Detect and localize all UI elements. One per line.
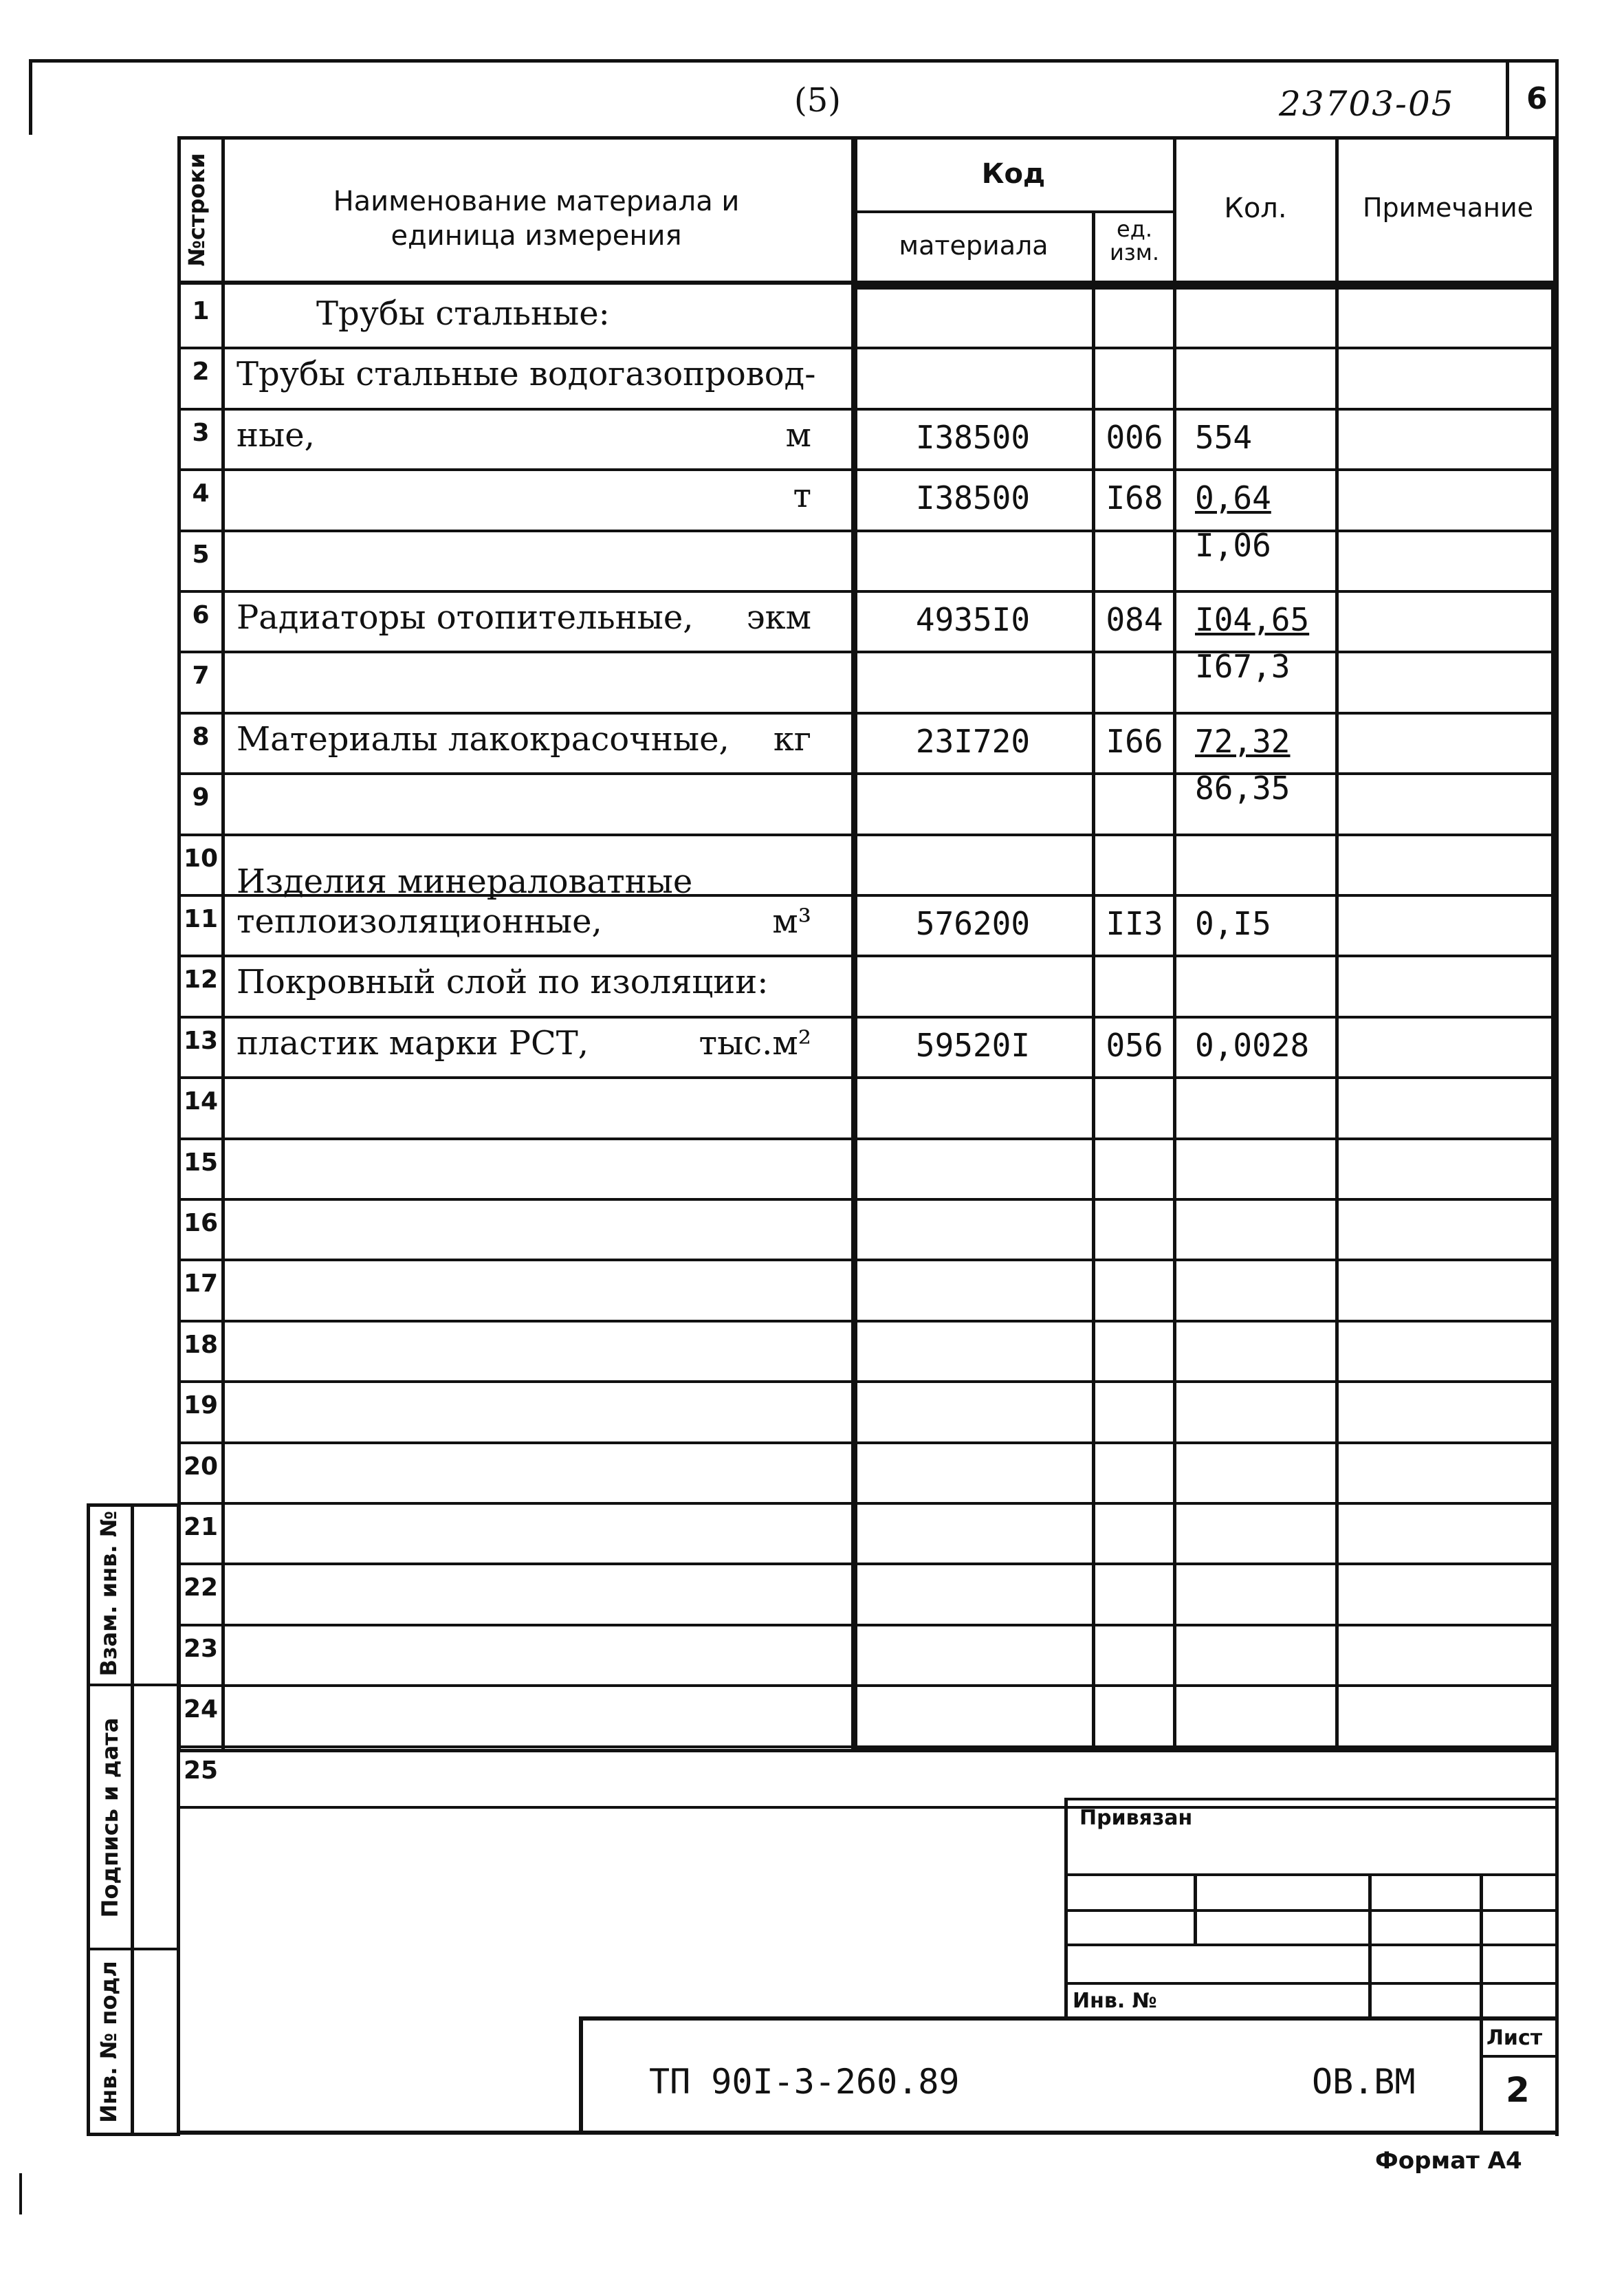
- row-divider: [177, 834, 1557, 836]
- row-number: 11: [183, 905, 219, 933]
- row-divider: [177, 1624, 1557, 1626]
- scan-edge-mark: [19, 2173, 22, 2214]
- sheet-marker: (5): [794, 81, 841, 120]
- col-header-code-unit: ед. изм.: [1109, 216, 1160, 265]
- row-divider: [177, 1076, 1557, 1079]
- row-divider: [177, 712, 1557, 715]
- row-name: Радиаторы отопительные,: [237, 598, 694, 637]
- sheet-label-line: [1480, 2055, 1557, 2058]
- row-qty: I67,3: [1195, 648, 1291, 685]
- privyazan-label: Привязан: [1079, 1806, 1193, 1830]
- bottom-area-bottom: [177, 2131, 1557, 2135]
- row-code-material: 4935I0: [915, 601, 1031, 638]
- row-number: 3: [192, 419, 210, 447]
- col-header-name: Наименование материала и единица измерения: [333, 186, 740, 252]
- row-name: Трубы стальные:: [316, 294, 610, 333]
- row-divider: [177, 1380, 1557, 1383]
- row-number: 5: [192, 541, 210, 569]
- col-line-code-left: [851, 136, 857, 1752]
- row-divider: [177, 1138, 1557, 1140]
- row-qty: 554: [1195, 419, 1253, 456]
- row-unit: м: [785, 416, 811, 455]
- row-number: 13: [183, 1027, 219, 1055]
- col-header-code: Код: [981, 158, 1046, 190]
- row-divider: [177, 1016, 1557, 1019]
- side-stamp-inner-line: [131, 1503, 134, 2136]
- col-header-qty: Кол.: [1224, 193, 1287, 224]
- row-divider: [177, 1745, 1557, 1748]
- row-number: 10: [183, 845, 219, 873]
- page-corner-number: 6: [1526, 81, 1548, 116]
- row-qty: I,06: [1195, 527, 1271, 564]
- row-number: 21: [183, 1513, 219, 1541]
- row-number: 24: [183, 1695, 219, 1723]
- row-divider: [177, 1259, 1557, 1261]
- row-number: 18: [183, 1331, 219, 1359]
- row-number: 9: [192, 783, 210, 812]
- row-code-unit: I66: [1106, 723, 1163, 760]
- row-name: Трубы стальные водогазопровод-: [237, 355, 816, 393]
- row-unit: экм: [746, 598, 811, 637]
- row-number: 23: [183, 1635, 219, 1663]
- row-number: 16: [183, 1209, 219, 1237]
- row-qty: 72,32: [1195, 723, 1291, 760]
- col-line-rowno: [221, 136, 225, 1752]
- row-name: Покровный слой по изоляции:: [237, 963, 769, 1001]
- row-number: 22: [183, 1574, 219, 1602]
- row-unit: кг: [773, 720, 811, 759]
- sheet-label: Лист: [1486, 2026, 1543, 2050]
- row-divider: [177, 1502, 1557, 1505]
- row-number: 14: [183, 1087, 219, 1115]
- privyazan-top: [1064, 1798, 1557, 1800]
- doc-mark: ОВ.ВМ: [1312, 2062, 1416, 2102]
- side-stamp-podpis-data: Подпись и дата: [97, 1717, 123, 1918]
- privyazan-left: [1064, 1798, 1068, 2019]
- col-header-row-no: №строки: [184, 153, 210, 267]
- stamp-top: [579, 2016, 1557, 2021]
- row-qty: 86,35: [1195, 770, 1291, 807]
- col-line-qty-left: [1173, 136, 1176, 1752]
- row-number: 4: [192, 479, 210, 508]
- row-code-material: I38500: [915, 479, 1031, 516]
- row-divider: [177, 1684, 1557, 1687]
- row-unit: тыс.м²: [699, 1024, 811, 1063]
- row-number: 6: [192, 601, 210, 629]
- row-qty: 0,0028: [1195, 1027, 1310, 1064]
- row-divider: [177, 1563, 1557, 1565]
- row-code-material: 59520I: [915, 1027, 1031, 1064]
- col-header-code-material: материала: [899, 230, 1049, 261]
- row-number: 8: [192, 723, 210, 751]
- row-number: 17: [183, 1270, 219, 1298]
- row-code-unit: 006: [1106, 419, 1163, 456]
- stamp-left: [579, 2016, 583, 2135]
- row-divider: [177, 772, 1557, 775]
- row-number: 15: [183, 1149, 219, 1177]
- frame-left: [29, 59, 32, 135]
- row-number: 20: [183, 1452, 219, 1481]
- col-line-code-mid: [1092, 210, 1095, 1752]
- side-stamp-div-1: [87, 1684, 180, 1686]
- row-name: ные,: [237, 416, 315, 455]
- sheet-number: 2: [1506, 2070, 1530, 2110]
- row-divider: [177, 1441, 1557, 1444]
- row-code-unit: II3: [1106, 905, 1163, 942]
- row-divider: [177, 955, 1557, 957]
- row-code-material: 23I720: [915, 723, 1031, 760]
- row-number: 12: [183, 966, 219, 994]
- row-unit: т: [793, 477, 811, 515]
- col-line-note-left: [1335, 136, 1339, 1752]
- body-top-thick: [851, 285, 1557, 290]
- row-number: 19: [183, 1391, 219, 1419]
- row-unit: м³: [772, 902, 811, 941]
- row-number: 25: [183, 1756, 219, 1785]
- row-divider: [177, 1806, 1557, 1809]
- row-divider: [177, 590, 1557, 593]
- row-divider: [177, 468, 1557, 471]
- privyazan-col-2: [1368, 1873, 1372, 2019]
- col-header-note: Примечание: [1362, 193, 1534, 223]
- row-code-unit: 056: [1106, 1027, 1163, 1064]
- code-group-split: [854, 210, 1176, 213]
- row-qty: 0,I5: [1195, 905, 1271, 942]
- doc-number: ТП 90I-3-260.89: [649, 2062, 960, 2102]
- privyazan-col-3: [1480, 1873, 1483, 2135]
- row-divider: [177, 1198, 1557, 1201]
- row-name: пластик марки РСТ,: [237, 1024, 589, 1063]
- row-qty: 0,64: [1195, 479, 1271, 516]
- row-number: 2: [192, 358, 210, 386]
- side-stamp-vzam-inv: Взам. инв. №: [96, 1510, 122, 1677]
- row-number: 1: [192, 297, 210, 325]
- row-name: Материалы лакокрасочные,: [237, 720, 729, 759]
- frame-page-separator: [1506, 59, 1509, 136]
- row-divider: [177, 408, 1557, 411]
- side-stamp-inv-podl: Инв. № подл: [96, 1961, 122, 2123]
- row-qty: I04,65: [1195, 601, 1310, 638]
- privyazan-col-1: [1194, 1873, 1197, 1945]
- side-stamp-div-2: [87, 1948, 180, 1950]
- row-code-material: 576200: [915, 905, 1031, 942]
- row-number: 7: [192, 662, 210, 690]
- inv-no-label: Инв. №: [1073, 1989, 1157, 2013]
- frame-top: [29, 59, 1557, 63]
- row-divider: [177, 530, 1557, 532]
- row-name: Изделия минераловатные: [237, 862, 693, 901]
- doc-code-handwritten: 23703-05: [1279, 84, 1455, 124]
- row-divider: [177, 347, 1557, 349]
- row-divider: [177, 651, 1557, 653]
- row-code-material: I38500: [915, 419, 1031, 456]
- format-label: Формат А4: [1375, 2147, 1522, 2175]
- row-divider: [177, 1320, 1557, 1322]
- row-name: теплоизоляционные,: [237, 902, 602, 941]
- row-code-unit: I68: [1106, 479, 1163, 516]
- row-code-unit: 084: [1106, 601, 1163, 638]
